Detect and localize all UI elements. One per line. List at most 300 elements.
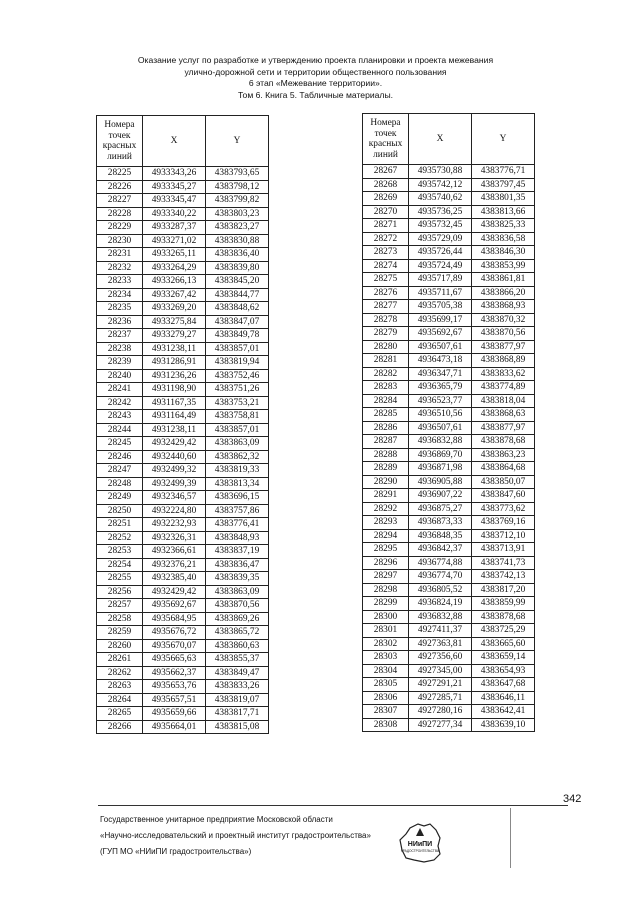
table-row xyxy=(97,261,269,275)
cell-point-number: 28283 xyxy=(363,381,409,395)
cell-x: 4932429,42 xyxy=(143,437,206,451)
cell-x: 4932366,61 xyxy=(143,545,206,559)
cell-y: 4383847,60 xyxy=(472,489,535,503)
cell-x: 4933275,84 xyxy=(143,315,206,329)
cell-x: 4931238,11 xyxy=(143,342,206,356)
table-row xyxy=(97,288,269,302)
cell-point-number: 28226 xyxy=(97,180,143,194)
cell-point-number: 28301 xyxy=(363,624,409,638)
cell-y: 4383846,30 xyxy=(472,246,535,260)
cell-x: 4932376,21 xyxy=(143,558,206,572)
cell-x: 4936774,88 xyxy=(409,556,472,570)
table-row xyxy=(97,558,269,572)
cell-point-number: 28267 xyxy=(363,165,409,179)
cell-point-number: 28298 xyxy=(363,583,409,597)
table-row xyxy=(363,340,535,354)
table-row xyxy=(363,327,535,341)
cell-point-number: 28272 xyxy=(363,232,409,246)
cell-y: 4383848,93 xyxy=(206,531,269,545)
cell-y: 4383857,01 xyxy=(206,423,269,437)
cell-y: 4383869,26 xyxy=(206,612,269,626)
table-row xyxy=(97,693,269,707)
header-x: X xyxy=(409,114,472,165)
cell-x: 4933265,11 xyxy=(143,248,206,262)
cell-y: 4383646,11 xyxy=(472,691,535,705)
table-row xyxy=(97,572,269,586)
cell-x: 4936832,88 xyxy=(409,610,472,624)
table-row xyxy=(97,518,269,532)
cell-x: 4936510,56 xyxy=(409,408,472,422)
table-row xyxy=(363,381,535,395)
cell-point-number: 28299 xyxy=(363,597,409,611)
cell-point-number: 28232 xyxy=(97,261,143,275)
table-row xyxy=(97,383,269,397)
cell-x: 4936473,18 xyxy=(409,354,472,368)
table-row xyxy=(97,302,269,316)
table-row xyxy=(97,585,269,599)
cell-y: 4383825,33 xyxy=(472,219,535,233)
cell-y: 4383818,04 xyxy=(472,394,535,408)
cell-x: 4927277,34 xyxy=(409,718,472,732)
table-body-right xyxy=(363,165,535,732)
cell-x: 4935662,37 xyxy=(143,666,206,680)
cell-x: 4936871,98 xyxy=(409,462,472,476)
cell-point-number: 28227 xyxy=(97,194,143,208)
cell-x: 4935730,88 xyxy=(409,165,472,179)
cell-point-number: 28245 xyxy=(97,437,143,451)
cell-x: 4931286,91 xyxy=(143,356,206,370)
header-y: Y xyxy=(472,114,535,165)
cell-x: 4927363,81 xyxy=(409,637,472,651)
table-row xyxy=(97,315,269,329)
cell-x: 4931167,35 xyxy=(143,396,206,410)
table-row xyxy=(97,369,269,383)
cell-x: 4936347,71 xyxy=(409,367,472,381)
header-point-number: Номера точек красных линий xyxy=(363,114,409,165)
cell-x: 4936875,27 xyxy=(409,502,472,516)
cell-point-number: 28241 xyxy=(97,383,143,397)
table-row xyxy=(363,718,535,732)
cell-y: 4383870,56 xyxy=(472,327,535,341)
cell-point-number: 28240 xyxy=(97,369,143,383)
table-row xyxy=(97,504,269,518)
cell-point-number: 28302 xyxy=(363,637,409,651)
table-row xyxy=(97,329,269,343)
cell-y: 4383752,46 xyxy=(206,369,269,383)
cell-x: 4932385,40 xyxy=(143,572,206,586)
cell-y: 4383860,63 xyxy=(206,639,269,653)
cell-point-number: 28260 xyxy=(97,639,143,653)
cell-y: 4383639,10 xyxy=(472,718,535,732)
cell-x: 4933345,27 xyxy=(143,180,206,194)
cell-point-number: 28275 xyxy=(363,273,409,287)
table-row xyxy=(363,489,535,503)
cell-x: 4935711,67 xyxy=(409,286,472,300)
cell-x: 4935729,09 xyxy=(409,232,472,246)
cell-point-number: 28305 xyxy=(363,678,409,692)
table-row xyxy=(363,624,535,638)
cell-x: 4933264,29 xyxy=(143,261,206,275)
table-row xyxy=(363,583,535,597)
cell-y: 4383836,47 xyxy=(206,558,269,572)
cell-x: 4933343,26 xyxy=(143,167,206,181)
cell-point-number: 28264 xyxy=(97,693,143,707)
cell-y: 4383798,12 xyxy=(206,180,269,194)
table-row xyxy=(363,691,535,705)
cell-point-number: 28300 xyxy=(363,610,409,624)
cell-y: 4383647,68 xyxy=(472,678,535,692)
cell-point-number: 28242 xyxy=(97,396,143,410)
logo-text-main: НИиПИ xyxy=(407,841,433,848)
table-row xyxy=(97,437,269,451)
table-row xyxy=(363,192,535,206)
cell-x: 4936848,35 xyxy=(409,529,472,543)
cell-x: 4935705,38 xyxy=(409,300,472,314)
table-row xyxy=(97,612,269,626)
cell-point-number: 28295 xyxy=(363,543,409,557)
footer-divider xyxy=(98,805,568,806)
cell-x: 4936873,33 xyxy=(409,516,472,530)
table-row xyxy=(97,626,269,640)
table-row xyxy=(97,342,269,356)
cell-point-number: 28271 xyxy=(363,219,409,233)
cell-point-number: 28306 xyxy=(363,691,409,705)
cell-x: 4935692,67 xyxy=(143,599,206,613)
cell-x: 4932440,60 xyxy=(143,450,206,464)
cell-x: 4933279,27 xyxy=(143,329,206,343)
table-row xyxy=(97,248,269,262)
cell-x: 4931198,90 xyxy=(143,383,206,397)
cell-x: 4927291,21 xyxy=(409,678,472,692)
cell-y: 4383797,45 xyxy=(472,178,535,192)
cell-x: 4936507,61 xyxy=(409,340,472,354)
table-row xyxy=(97,275,269,289)
cell-point-number: 28265 xyxy=(97,707,143,721)
table-row xyxy=(363,570,535,584)
cell-y: 4383878,68 xyxy=(472,435,535,449)
cell-x: 4936842,37 xyxy=(409,543,472,557)
cell-point-number: 28266 xyxy=(97,720,143,734)
table-row xyxy=(97,221,269,235)
document-header xyxy=(0,55,631,101)
cell-x: 4935692,67 xyxy=(409,327,472,341)
cell-point-number: 28277 xyxy=(363,300,409,314)
table-row xyxy=(363,543,535,557)
table-row xyxy=(363,178,535,192)
cell-x: 4935659,66 xyxy=(143,707,206,721)
cell-point-number: 28231 xyxy=(97,248,143,262)
table-row xyxy=(363,259,535,273)
cell-y: 4383741,73 xyxy=(472,556,535,570)
cell-point-number: 28259 xyxy=(97,626,143,640)
cell-x: 4935664,01 xyxy=(143,720,206,734)
cell-y: 4383665,60 xyxy=(472,637,535,651)
cell-x: 4935726,44 xyxy=(409,246,472,260)
table-row xyxy=(363,462,535,476)
cell-y: 4383836,40 xyxy=(206,248,269,262)
table-row xyxy=(97,680,269,694)
table-row xyxy=(363,205,535,219)
cell-y: 4383861,81 xyxy=(472,273,535,287)
cell-point-number: 28270 xyxy=(363,205,409,219)
cell-y: 4383839,80 xyxy=(206,261,269,275)
cell-x: 4927356,60 xyxy=(409,651,472,665)
table-row xyxy=(363,664,535,678)
table-row xyxy=(363,408,535,422)
cell-y: 4383817,71 xyxy=(206,707,269,721)
header-x: X xyxy=(143,116,206,167)
table-row xyxy=(363,394,535,408)
cell-x: 4932429,42 xyxy=(143,585,206,599)
table-row xyxy=(97,410,269,424)
cell-y: 4383793,65 xyxy=(206,167,269,181)
table-row xyxy=(363,475,535,489)
table-row xyxy=(363,705,535,719)
cell-point-number: 28273 xyxy=(363,246,409,260)
cell-point-number: 28252 xyxy=(97,531,143,545)
cell-point-number: 28248 xyxy=(97,477,143,491)
table-body-left xyxy=(97,167,269,734)
cell-x: 4935732,45 xyxy=(409,219,472,233)
cell-point-number: 28253 xyxy=(97,545,143,559)
header-point-number: Номера точек красных линий xyxy=(97,116,143,167)
cell-point-number: 28251 xyxy=(97,518,143,532)
cell-point-number: 28274 xyxy=(363,259,409,273)
page-number: 342 xyxy=(563,793,582,805)
cell-x: 4936523,77 xyxy=(409,394,472,408)
table-row xyxy=(97,396,269,410)
cell-y: 4383853,99 xyxy=(472,259,535,273)
cell-x: 4932499,32 xyxy=(143,464,206,478)
coordinates-table-left xyxy=(96,115,269,734)
cell-point-number: 28258 xyxy=(97,612,143,626)
table-row xyxy=(363,516,535,530)
table-row xyxy=(363,300,535,314)
cell-y: 4383877,97 xyxy=(472,340,535,354)
cell-point-number: 28255 xyxy=(97,572,143,586)
cell-x: 4935699,17 xyxy=(409,313,472,327)
cell-x: 4935665,63 xyxy=(143,653,206,667)
cell-y: 4383877,97 xyxy=(472,421,535,435)
table-row xyxy=(363,610,535,624)
cell-y: 4383776,41 xyxy=(206,518,269,532)
cell-point-number: 28304 xyxy=(363,664,409,678)
cell-y: 4383878,68 xyxy=(472,610,535,624)
footer-vertical-divider xyxy=(510,808,511,868)
table-row xyxy=(363,219,535,233)
cell-y: 4383813,66 xyxy=(472,205,535,219)
table-row xyxy=(97,491,269,505)
cell-x: 4935657,51 xyxy=(143,693,206,707)
cell-y: 4383773,62 xyxy=(472,502,535,516)
cell-x: 4933271,02 xyxy=(143,234,206,248)
cell-y: 4383776,71 xyxy=(472,165,535,179)
cell-point-number: 28246 xyxy=(97,450,143,464)
cell-point-number: 28303 xyxy=(363,651,409,665)
cell-y: 4383863,09 xyxy=(206,437,269,451)
cell-y: 4383863,09 xyxy=(206,585,269,599)
cell-y: 4383868,93 xyxy=(472,300,535,314)
cell-x: 4927411,37 xyxy=(409,624,472,638)
cell-x: 4932326,31 xyxy=(143,531,206,545)
table-row xyxy=(363,637,535,651)
cell-point-number: 28256 xyxy=(97,585,143,599)
header-line-4: Том 6. Книга 5. Табличные материалы. xyxy=(237,89,394,100)
cell-y: 4383753,21 xyxy=(206,396,269,410)
table-row xyxy=(97,450,269,464)
table-row xyxy=(97,545,269,559)
table-row xyxy=(97,356,269,370)
table-row xyxy=(97,720,269,734)
table-row xyxy=(363,273,535,287)
header-y: Y xyxy=(206,116,269,167)
cell-y: 4383742,13 xyxy=(472,570,535,584)
cell-y: 4383857,01 xyxy=(206,342,269,356)
cell-y: 4383801,35 xyxy=(472,192,535,206)
cell-y: 4383751,26 xyxy=(206,383,269,397)
cell-y: 4383758,81 xyxy=(206,410,269,424)
cell-point-number: 28243 xyxy=(97,410,143,424)
cell-x: 4936907,22 xyxy=(409,489,472,503)
cell-y: 4383642,41 xyxy=(472,705,535,719)
cell-y: 4383815,08 xyxy=(206,720,269,734)
cell-y: 4383862,32 xyxy=(206,450,269,464)
cell-x: 4936774,70 xyxy=(409,570,472,584)
cell-point-number: 28238 xyxy=(97,342,143,356)
cell-y: 4383799,82 xyxy=(206,194,269,208)
table-row xyxy=(363,313,535,327)
cell-x: 4932224,80 xyxy=(143,504,206,518)
cell-x: 4935736,25 xyxy=(409,205,472,219)
cell-point-number: 28285 xyxy=(363,408,409,422)
table-row xyxy=(97,531,269,545)
cell-x: 4932346,57 xyxy=(143,491,206,505)
cell-point-number: 28290 xyxy=(363,475,409,489)
cell-point-number: 28278 xyxy=(363,313,409,327)
cell-point-number: 28236 xyxy=(97,315,143,329)
cell-x: 4933345,47 xyxy=(143,194,206,208)
header-line-3: 6 этап «Межевание территории». xyxy=(248,78,383,88)
table-row xyxy=(363,502,535,516)
coordinates-table-right xyxy=(362,113,535,732)
table-row xyxy=(97,666,269,680)
cell-point-number: 28276 xyxy=(363,286,409,300)
cell-y: 4383833,62 xyxy=(472,367,535,381)
cell-x: 4935684,95 xyxy=(143,612,206,626)
cell-y: 4383830,88 xyxy=(206,234,269,248)
cell-point-number: 28296 xyxy=(363,556,409,570)
cell-y: 4383859,99 xyxy=(472,597,535,611)
cell-point-number: 28293 xyxy=(363,516,409,530)
logo-text-sub: ГРАДОСТРОИТЕЛЬСТВА xyxy=(401,849,439,853)
cell-point-number: 28261 xyxy=(97,653,143,667)
cell-point-number: 28287 xyxy=(363,435,409,449)
cell-point-number: 28229 xyxy=(97,221,143,235)
cell-y: 4383654,93 xyxy=(472,664,535,678)
cell-x: 4931238,11 xyxy=(143,423,206,437)
cell-point-number: 28282 xyxy=(363,367,409,381)
cell-y: 4383870,32 xyxy=(472,313,535,327)
header-line-1: Оказание услуг по разработке и утверждению проекта планировки и проекта межевания xyxy=(137,55,494,65)
cell-point-number: 28257 xyxy=(97,599,143,613)
cell-y: 4383817,20 xyxy=(472,583,535,597)
cell-x: 4936869,70 xyxy=(409,448,472,462)
cell-point-number: 28307 xyxy=(363,705,409,719)
footer-line-1: Государственное унитарное предприятие Московской области xyxy=(100,815,333,824)
cell-x: 4933269,20 xyxy=(143,302,206,316)
cell-x: 4933267,42 xyxy=(143,288,206,302)
cell-point-number: 28234 xyxy=(97,288,143,302)
footer-line-3: (ГУП МО «НИиПИ градостроительства») xyxy=(100,847,252,856)
cell-x: 4936832,88 xyxy=(409,435,472,449)
table-row xyxy=(363,246,535,260)
cell-x: 4932232,93 xyxy=(143,518,206,532)
cell-y: 4383757,86 xyxy=(206,504,269,518)
table-row xyxy=(363,651,535,665)
cell-y: 4383713,91 xyxy=(472,543,535,557)
cell-y: 4383813,34 xyxy=(206,477,269,491)
cell-y: 4383864,68 xyxy=(472,462,535,476)
cell-x: 4935740,62 xyxy=(409,192,472,206)
cell-point-number: 28263 xyxy=(97,680,143,694)
cell-y: 4383774,89 xyxy=(472,381,535,395)
table-row xyxy=(97,477,269,491)
cell-point-number: 28279 xyxy=(363,327,409,341)
cell-y: 4383823,27 xyxy=(206,221,269,235)
cell-y: 4383847,07 xyxy=(206,315,269,329)
cell-y: 4383803,23 xyxy=(206,207,269,221)
cell-point-number: 28233 xyxy=(97,275,143,289)
cell-y: 4383819,07 xyxy=(206,693,269,707)
cell-y: 4383819,33 xyxy=(206,464,269,478)
table-row xyxy=(363,286,535,300)
header-line-2: улично-дорожной сети и территории общественного пользования xyxy=(184,66,447,77)
cell-point-number: 28286 xyxy=(363,421,409,435)
cell-x: 4936905,88 xyxy=(409,475,472,489)
cell-point-number: 28239 xyxy=(97,356,143,370)
cell-y: 4383849,47 xyxy=(206,666,269,680)
cell-point-number: 28225 xyxy=(97,167,143,181)
cell-point-number: 28247 xyxy=(97,464,143,478)
cell-x: 4927345,00 xyxy=(409,664,472,678)
cell-y: 4383868,63 xyxy=(472,408,535,422)
table-row xyxy=(363,597,535,611)
cell-point-number: 28230 xyxy=(97,234,143,248)
cell-y: 4383870,56 xyxy=(206,599,269,613)
cell-y: 4383725,29 xyxy=(472,624,535,638)
cell-x: 4933340,22 xyxy=(143,207,206,221)
cell-y: 4383845,20 xyxy=(206,275,269,289)
cell-x: 4933266,13 xyxy=(143,275,206,289)
table-row xyxy=(97,234,269,248)
cell-y: 4383863,23 xyxy=(472,448,535,462)
cell-point-number: 28250 xyxy=(97,504,143,518)
table-row xyxy=(97,599,269,613)
cell-point-number: 28289 xyxy=(363,462,409,476)
cell-y: 4383865,72 xyxy=(206,626,269,640)
cell-y: 4383868,89 xyxy=(472,354,535,368)
table-row xyxy=(363,435,535,449)
cell-x: 4935676,72 xyxy=(143,626,206,640)
cell-point-number: 28254 xyxy=(97,558,143,572)
cell-x: 4927280,16 xyxy=(409,705,472,719)
cell-y: 4383819,94 xyxy=(206,356,269,370)
cell-y: 4383848,62 xyxy=(206,302,269,316)
cell-x: 4932499,39 xyxy=(143,477,206,491)
table-row xyxy=(97,464,269,478)
document-footer xyxy=(100,812,371,860)
cell-point-number: 28280 xyxy=(363,340,409,354)
